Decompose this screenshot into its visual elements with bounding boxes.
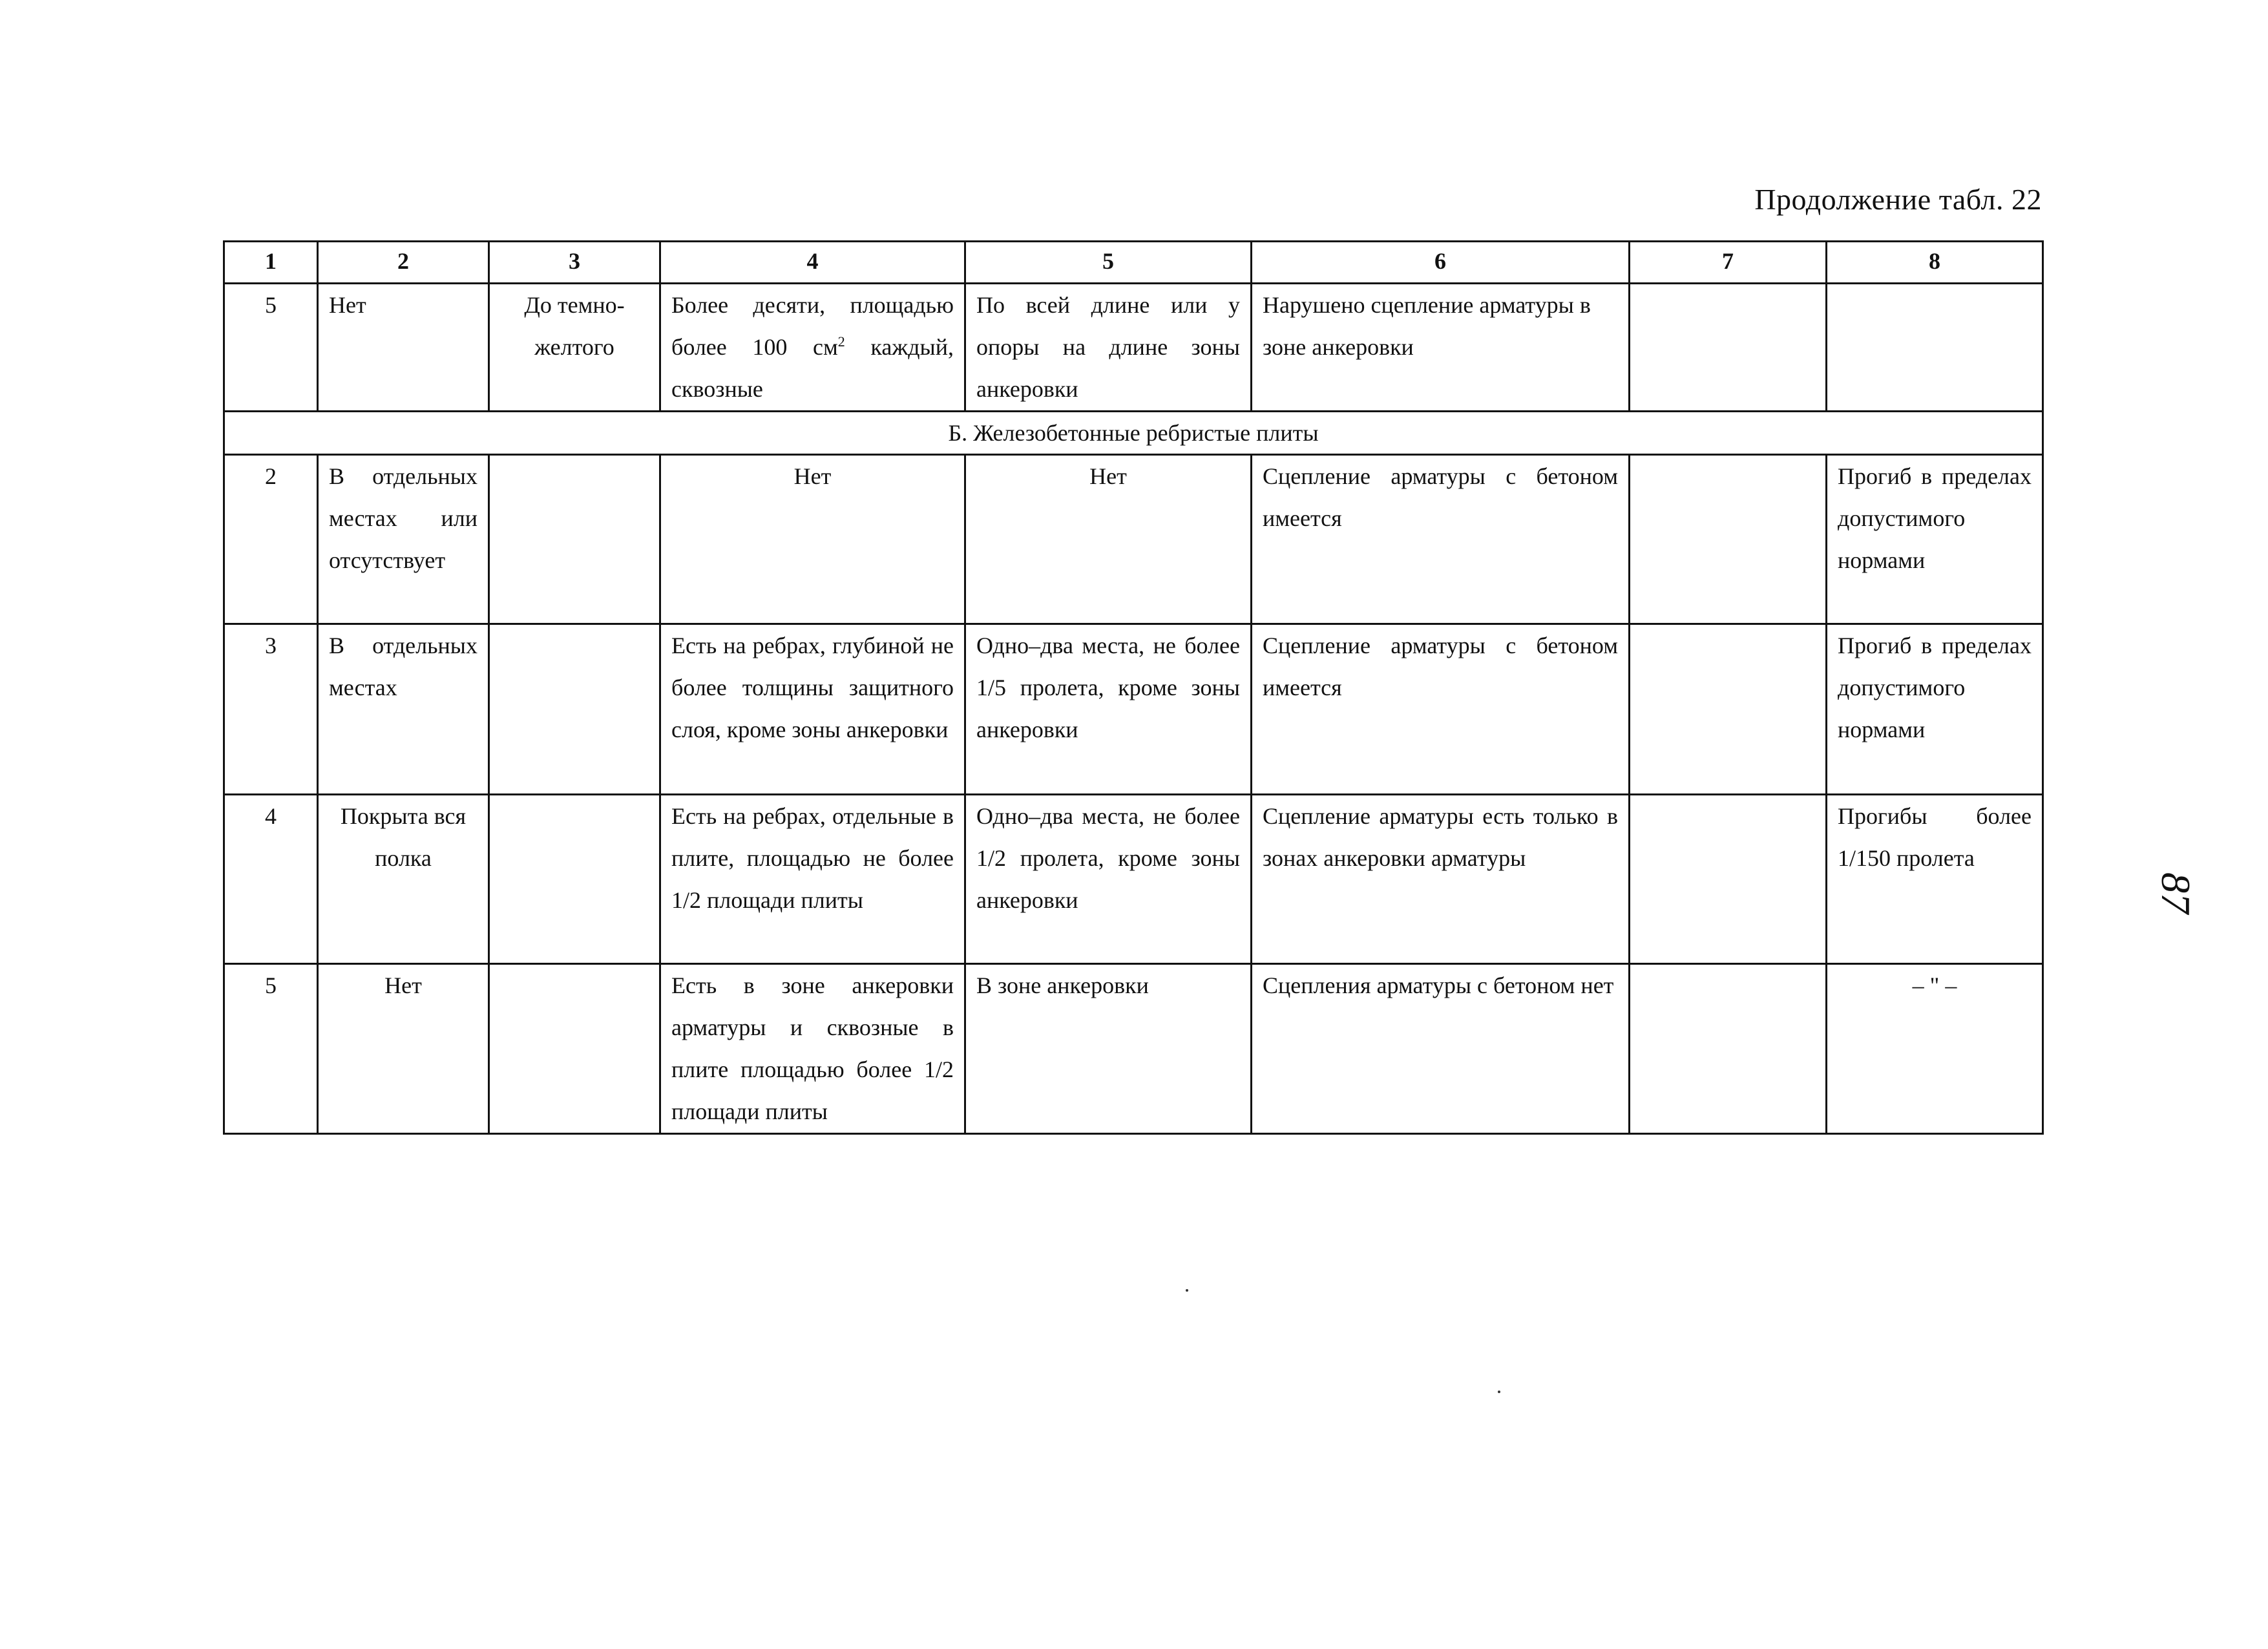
cell-text: Более десяти, площадью более 100 см [671, 292, 954, 360]
table-cell: 2 [224, 455, 318, 624]
table-cell: По всей длине или у опоры на длине зоны анкеровки [965, 284, 1252, 412]
table-row [224, 284, 2043, 412]
table-cell [489, 795, 660, 964]
table-cell [1630, 455, 1827, 624]
table-cell: Сцепление арматуры с бетоном имеется [1252, 624, 1630, 795]
table-cell: В отдельных местах [318, 624, 489, 795]
column-header: 4 [660, 242, 965, 284]
table-cell [489, 455, 660, 624]
table-row [224, 455, 2043, 624]
table-cell: Покрыта вся полка [318, 795, 489, 964]
table-cell: Прогиб в пределах допустимого нормами [1827, 455, 2043, 624]
column-header: 7 [1630, 242, 1827, 284]
table-cell: Нет [318, 964, 489, 1134]
table-cell [1630, 624, 1827, 795]
table-cell [489, 964, 660, 1134]
table-cell: Прогиб в пределах допустимого нормами [1827, 624, 2043, 795]
superscript: 2 [837, 333, 845, 350]
table-cell: – " – [1827, 964, 2043, 1134]
table-cell [1630, 964, 1827, 1134]
table-cell: Сцепления арматуры с бетоном нет [1252, 964, 1630, 1134]
table-cell: Нет [660, 455, 965, 624]
section-row [224, 412, 2043, 455]
table-cell [489, 624, 660, 795]
table-cell: 4 [224, 795, 318, 964]
table-cell: Прогибы более 1/150 пролета [1827, 795, 2043, 964]
table-cell: В зоне анкеровки [965, 964, 1252, 1134]
column-header: 1 [224, 242, 318, 284]
table-cell: В отдельных местах или отсутствует [318, 455, 489, 624]
table-cell: Нет [318, 284, 489, 412]
column-number-row [224, 242, 2043, 284]
table-row [224, 795, 2043, 964]
column-header: 2 [318, 242, 489, 284]
table-cell: Есть на ребрах, отдельные в плите, площадью не более 1/2 площади плиты [660, 795, 965, 964]
column-header: 8 [1827, 242, 2043, 284]
table-cell: Сцепление арматуры есть только в зонах анкеровки арматуры [1252, 795, 1630, 964]
table-row [224, 624, 2043, 795]
table-cell [1827, 284, 2043, 412]
table-caption: Продолжение табл. 22 [1754, 183, 2042, 216]
cell-text: каждый, сквозные [671, 334, 954, 402]
table-cell: Нарушено сцепление арматуры в зоне анкеровки [1252, 284, 1630, 412]
column-header: 3 [489, 242, 660, 284]
table-cell: 5 [224, 964, 318, 1134]
table-cell: 3 [224, 624, 318, 795]
table-cell: До темно-желтого [489, 284, 660, 412]
table-cell [1630, 795, 1827, 964]
table-cell [1630, 284, 1827, 412]
table-row [224, 964, 2043, 1134]
column-header: 6 [1252, 242, 1630, 284]
page-number: 87 [2153, 872, 2199, 914]
table-cell: Есть в зоне анкеровки арматуры и сквозные в плите площадью более 1/2 площади плиты [660, 964, 965, 1134]
table-cell: Нет [965, 455, 1252, 624]
table-cell [660, 284, 965, 412]
scan-speck [1498, 1391, 1500, 1393]
table-cell: Одно–два места, не более 1/2 пролета, кроме зоны анкеровки [965, 795, 1252, 964]
table-cell: Одно–два места, не более 1/5 пролета, кроме зоны анкеровки [965, 624, 1252, 795]
data-table [223, 240, 2044, 1135]
column-header: 5 [965, 242, 1252, 284]
scan-speck [1186, 1289, 1188, 1292]
table-cell: Сцепление арматуры с бетоном имеется [1252, 455, 1630, 624]
section-heading: Б. Железобетонные ребристые плиты [224, 412, 2043, 455]
table-cell: Есть на ребрах, глубиной не более толщины защитного слоя, кроме зоны анкеровки [660, 624, 965, 795]
table-cell: 5 [224, 284, 318, 412]
